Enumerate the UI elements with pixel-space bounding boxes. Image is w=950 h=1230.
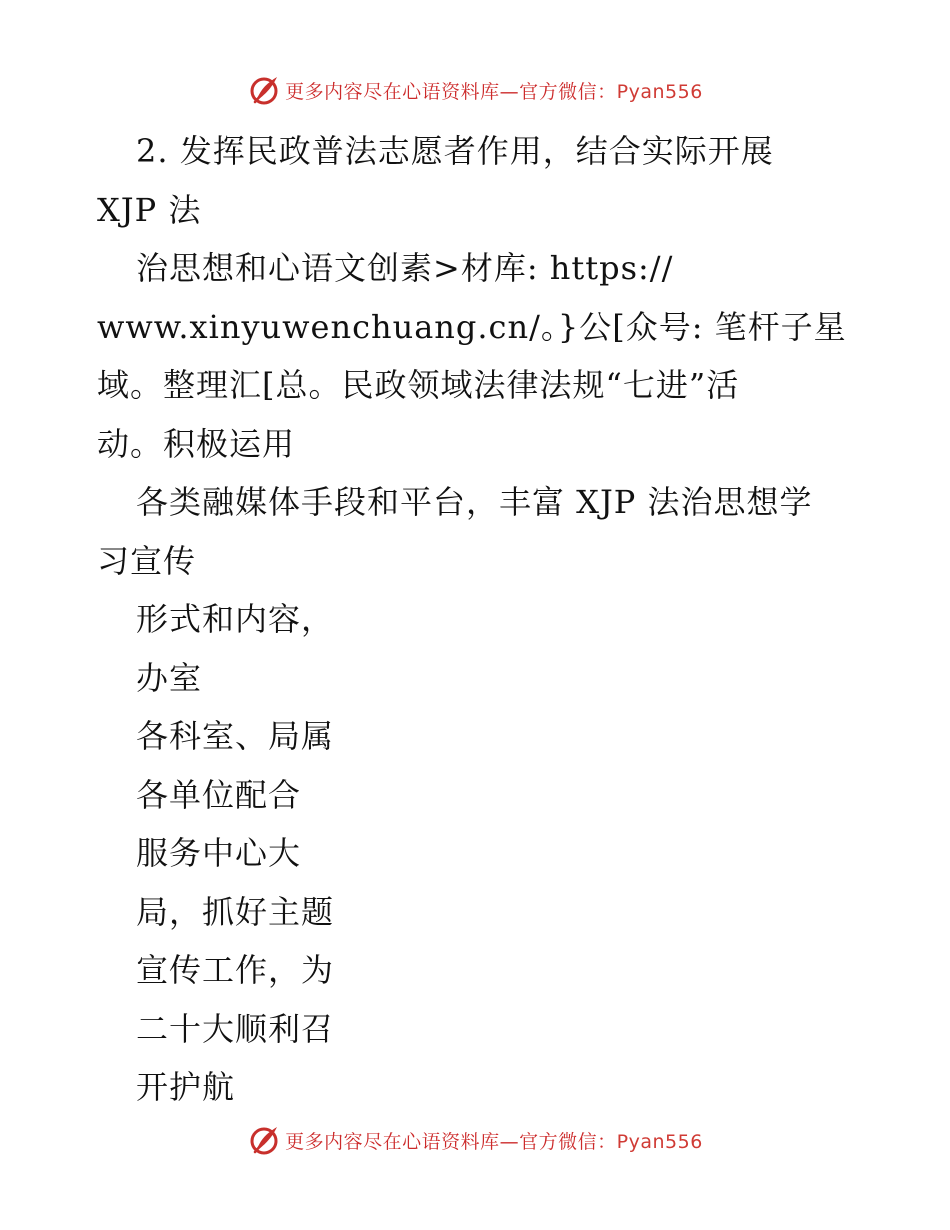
body-text-line: XJP 法: [97, 190, 202, 229]
feather-logo-icon: [247, 1123, 281, 1157]
header-wechat-handle: Pyan556: [616, 80, 703, 103]
footer-wechat-handle: Pyan556: [616, 1130, 703, 1153]
body-text-line: 开护航: [136, 1068, 236, 1106]
body-text-line: 各单位配合: [136, 775, 302, 814]
body-text-line: 习宣传: [97, 541, 197, 580]
footer-banner-text: 更多内容尽在心语资料库—官方微信：Pyan556: [285, 1130, 703, 1153]
body-text-line: 治思想和心语文创素>材库: https://: [136, 249, 674, 287]
body-text-line: 宣传工作，为: [136, 951, 335, 989]
body-text-line: www.xinyuwenchuang.cn/。}公[众号: 笔杆子星: [97, 307, 847, 346]
body-text-line: 动。积极运用: [97, 424, 296, 463]
document-body: [0, 122, 950, 1117]
footer-banner: [0, 1120, 950, 1160]
body-text-line: 域。整理汇[总。民政领域法律法规“七进”活: [97, 366, 740, 404]
feather-logo-icon: [247, 73, 281, 107]
body-text-line: 二十大顺利召: [136, 1009, 335, 1048]
header-banner-text: 更多内容尽在心语资料库—官方微信：Pyan556: [285, 80, 703, 103]
body-text-line: 办室: [136, 658, 203, 697]
body-text-line: 各科室、局属: [136, 717, 335, 755]
body-text-line: 2. 发挥民政普法志愿者作用，结合实际开展: [136, 132, 774, 170]
body-text-line: 各类融媒体手段和平台，丰富 XJP 法治思想学: [136, 483, 813, 521]
body-text-line: 服务中心大: [136, 834, 302, 872]
body-text-line: 局，抓好主题: [136, 892, 335, 931]
header-banner: [0, 70, 950, 110]
body-text-line: 形式和内容，: [136, 600, 335, 638]
